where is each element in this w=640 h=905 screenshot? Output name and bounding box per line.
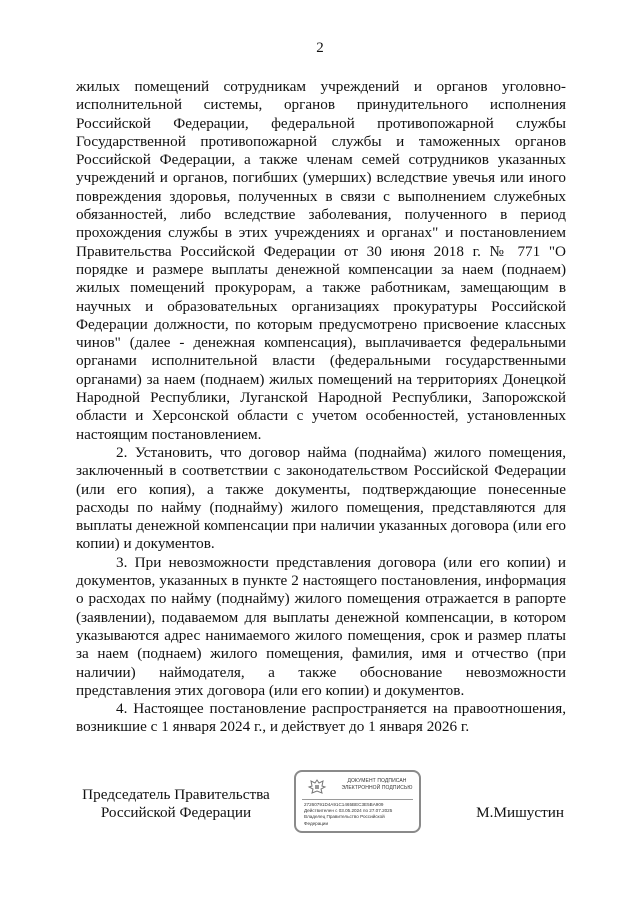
coat-of-arms-icon [306,778,328,796]
stamp-heading-line1: ДОКУМЕНТ ПОДПИСАН [347,778,407,784]
stamp-validity: Действителен с 03.05.2024 по 27.07.2025 [304,808,393,814]
stamp-certificate: 27260791D4A91C1465BEC3E5BA909 [304,802,384,807]
stamp-divider [302,799,413,800]
stamp-details [304,802,416,827]
page-number: 2 [316,40,324,56]
signatory-name: М.Мишустин [476,804,564,821]
signatory-title-line1: Председатель Правительства [82,786,270,803]
paragraph-item-3: 3. При невозможности представления договора (или его копии) и документов, указанных в пункте 2 настоящего постановления, информация о расходах по найму (поднайму) жилого помещения отражается в рапорте (заявлении), подаваемом для выплаты денежной компенсации, в котором указываются адрес нанимаемого жилого помещения, срок и размер платы за наем (поднаем) жилого помещения, фамилия, имя и отчество (при наличии) наймодателя, а также обоснование невозможности представления этих договора (или его копии) и документов. [76,553,566,699]
paragraph-item-2: 2. Установить, что договор найма (поднайма) жилого помещения, заключенный в соответствии с законодательством Российской Федерации (или его копия), а также документы, подтверждающие понесенные расходы по найму (поднайму) жилого помещения, представляются для выплаты денежной компенсации при наличии указанных договора (или его копии) и документов. [76,443,566,553]
paragraph-continuation: жилых помещений сотрудникам учреждений и органов уголовно-исполнительной системы, органов принудительного исполнения Российской Федерации, федеральной противопожарной службы Государственной противопожарной службы и таможенных органов Российской Федерации, а также членам семей сотрудников указанных учреждений и органов, погибших (умерших) вследствие увечья или иного повреждения здоровья, полученных в связи с выполнением служебных обязанностей, либо вследствие заболевания, полученного в период прохождения службы в этих учреждениях и органах" и постановлением Правительства Российской Федерации от 30 июня 2018 г. № 771 "О порядке и размере выплаты денежной компенсации за наем (поднаем) жилых помещений прокурорам, а также работникам, замещающим в научных и образовательных организациях прокуратуры Российской Федерации должности, по которым предусмотрено присвоение классных чинов" (далее - денежная компенсация), выплачивается федеральными органами исполнительной власти (федеральными государственными органами) за наем (поднаем) жилых помещений на территориях Донецкой Народной Республики, Луганской Народной Республики, Запорожской области и Херсонской области с учетом особенностей, установленных настоящим постановлением. [76,78,566,443]
stamp-owner-line1: Владелец Правительство Российской [304,814,385,820]
signatory-title-line2: Российской Федерации [100,804,252,821]
document-body [76,78,566,737]
stamp-owner-line2: Федерации [304,820,329,826]
signatory-title [76,786,276,822]
paragraph-item-4: 4. Настоящее постановление распространяется на правоотношения, возникшие с 1 января 2024 г., и действует до 1 января 2026 г. [76,700,566,736]
electronic-signature-stamp [294,770,421,833]
stamp-heading-line2: ЭЛЕКТРОННОЙ ПОДПИСЬЮ [341,784,413,791]
stamp-heading [336,778,418,791]
